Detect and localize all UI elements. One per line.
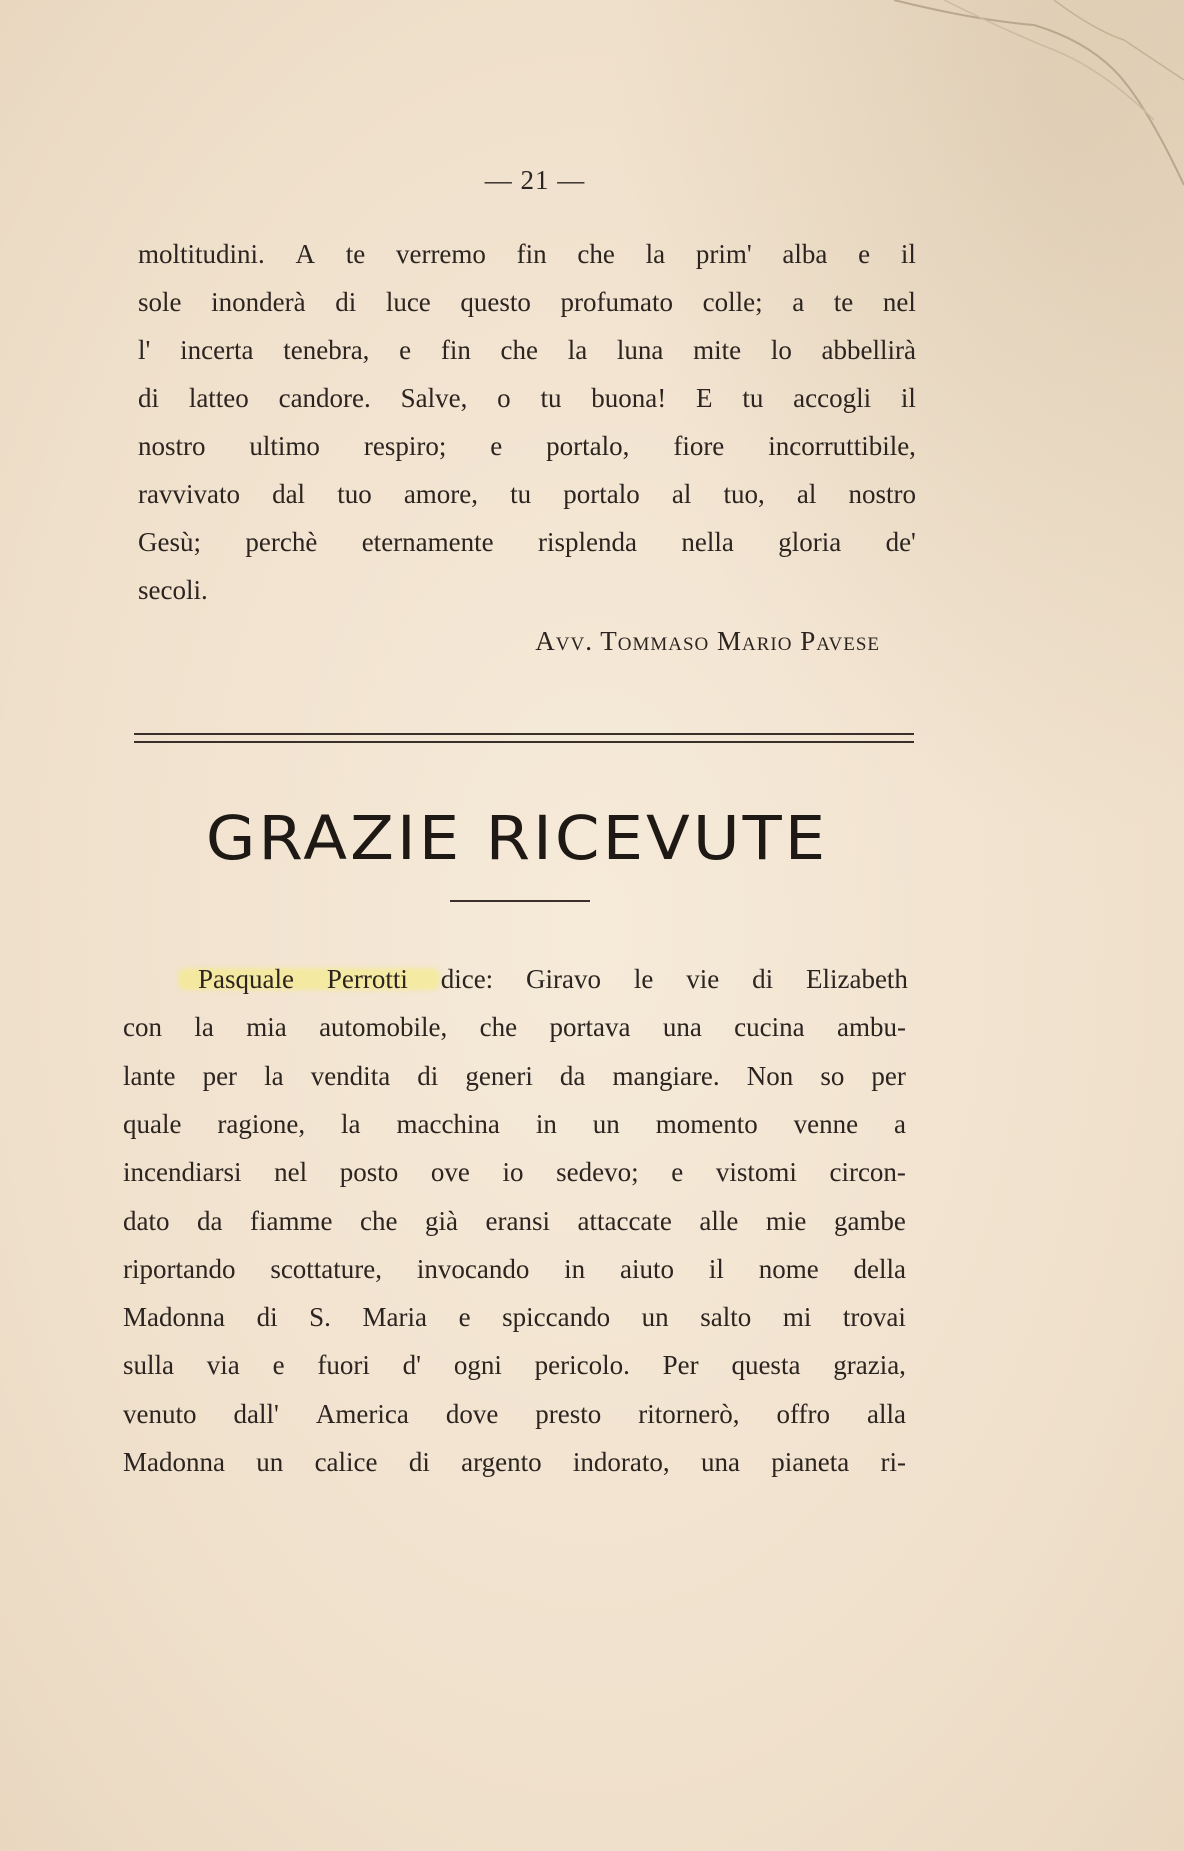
word: spiccando	[502, 1302, 611, 1333]
word: e	[272, 1350, 285, 1381]
word: il	[900, 383, 916, 413]
word: sole	[138, 287, 182, 317]
word: alle	[699, 1205, 739, 1236]
word: indorato,	[572, 1447, 670, 1477]
word: incendiarsi	[123, 1157, 242, 1188]
page-number: — 21 —	[484, 165, 586, 195]
word: Elizabeth	[805, 964, 908, 994]
text-line	[123, 1107, 906, 1141]
word: gloria	[778, 527, 842, 557]
word: Maria	[362, 1302, 427, 1333]
word: in	[564, 1253, 586, 1284]
word: che	[500, 335, 538, 365]
text-line	[123, 1010, 906, 1044]
word: nel	[882, 287, 916, 317]
word: di	[417, 1060, 439, 1091]
word: perchè	[245, 527, 318, 557]
word: respiro;	[363, 431, 447, 461]
word: la	[645, 239, 666, 269]
word: gambe	[833, 1205, 906, 1236]
word: invocando	[416, 1253, 530, 1284]
text-line	[123, 1204, 906, 1238]
word: pericolo.	[534, 1350, 630, 1381]
word: tuo	[337, 479, 372, 509]
word: nel	[274, 1157, 308, 1188]
word: aiuto	[620, 1253, 675, 1284]
word: alba	[782, 239, 828, 269]
word: e	[671, 1157, 684, 1188]
heading-underline	[450, 900, 590, 902]
text-line	[138, 381, 916, 415]
word: nostro	[138, 431, 206, 461]
word: con	[123, 1012, 162, 1043]
word: portalo,	[546, 431, 630, 461]
word: Giravo	[526, 964, 602, 994]
word: portalo	[563, 479, 640, 509]
word: nella	[681, 527, 734, 557]
word: la	[194, 1012, 214, 1043]
section-heading: GRAZIE RICEVUTE	[205, 803, 829, 875]
word: inonderà	[211, 287, 306, 317]
word: prim'	[695, 239, 752, 269]
word: latteo	[188, 383, 249, 413]
word: dove	[445, 1398, 499, 1429]
word: Pasquale	[198, 964, 294, 994]
torn-corner-decoration	[854, 0, 1184, 190]
word: A	[295, 239, 315, 269]
word: questa	[731, 1350, 801, 1381]
word: scottature,	[270, 1253, 383, 1284]
word: fiamme	[250, 1205, 333, 1236]
word: accogli	[793, 383, 872, 413]
word: mi	[782, 1302, 812, 1333]
word: d'	[402, 1350, 422, 1381]
text-line	[138, 237, 916, 271]
word: America	[315, 1398, 409, 1429]
text-line	[138, 333, 916, 367]
word: moltitudini.	[138, 239, 265, 269]
word: da	[559, 1060, 586, 1091]
text-line	[138, 525, 916, 559]
word: ravvivato	[138, 479, 240, 509]
word: tu	[510, 479, 532, 509]
word: e	[858, 239, 871, 269]
word: la	[567, 335, 588, 365]
word: e	[490, 431, 503, 461]
word: al	[796, 479, 817, 509]
word: circon-	[829, 1157, 906, 1188]
word: via	[206, 1350, 240, 1381]
word: per	[202, 1060, 238, 1091]
word: luce	[385, 287, 431, 317]
word: ultimo	[249, 431, 320, 461]
word: S.	[309, 1302, 331, 1333]
word: dal	[272, 479, 306, 509]
word: secoli.	[138, 575, 208, 605]
word: a	[894, 1108, 906, 1139]
text-line	[138, 477, 916, 511]
word: riportando	[123, 1253, 236, 1284]
word: calice	[314, 1447, 378, 1477]
word: di	[408, 1447, 430, 1477]
word: lo	[770, 335, 792, 365]
word: e	[458, 1302, 471, 1333]
word: sedevo;	[556, 1157, 639, 1188]
word: Salve,	[400, 383, 468, 413]
word: una	[662, 1012, 702, 1043]
word: tu	[742, 383, 764, 413]
word: colle;	[702, 287, 763, 317]
word: verremo	[395, 239, 486, 269]
section-divider	[134, 733, 914, 743]
word: quale	[123, 1108, 182, 1139]
text-line	[123, 1445, 906, 1479]
word: incorruttibile,	[768, 431, 916, 461]
word: macchina	[396, 1108, 500, 1139]
word: l'	[138, 335, 151, 365]
word: io	[502, 1157, 524, 1188]
word: portava	[549, 1012, 631, 1043]
word: nostro	[848, 479, 916, 509]
word: de'	[885, 527, 916, 557]
word: fin	[440, 335, 471, 365]
word: profumato	[560, 287, 673, 317]
author-signature: Avv. Tommaso Mario Pavese	[535, 626, 880, 656]
word: le	[633, 964, 654, 994]
word: pianeta	[771, 1447, 850, 1477]
word: che	[479, 1012, 518, 1043]
word: automobile,	[319, 1012, 448, 1043]
text-line	[123, 1059, 906, 1093]
text-line	[123, 1155, 906, 1189]
word: mia	[246, 1012, 287, 1043]
word: Madonna	[123, 1447, 225, 1477]
word: salto	[700, 1302, 752, 1333]
word: a	[792, 287, 805, 317]
word: offro	[776, 1398, 830, 1429]
word: abbellirà	[821, 335, 916, 365]
word: incerta	[180, 335, 254, 365]
word: in	[535, 1108, 557, 1139]
word: E	[696, 383, 713, 413]
word: vie	[686, 964, 720, 994]
word: che	[577, 239, 615, 269]
word: Perrotti	[326, 964, 408, 994]
word: eternamente	[361, 527, 494, 557]
word: o	[497, 383, 511, 413]
word: nome	[758, 1253, 819, 1284]
word: Non	[746, 1060, 794, 1091]
word: attaccate	[577, 1205, 672, 1236]
word: il	[900, 239, 916, 269]
word: fin	[516, 239, 547, 269]
word: ragione,	[217, 1108, 306, 1139]
word: mie	[765, 1205, 807, 1236]
word: ambu-	[836, 1012, 906, 1043]
word: per	[871, 1060, 906, 1091]
word: tenebra,	[283, 335, 370, 365]
word: candore.	[278, 383, 371, 413]
word: Per	[662, 1350, 699, 1381]
word: un	[641, 1302, 669, 1333]
word: venuto	[123, 1398, 197, 1429]
word: mangiare.	[612, 1060, 720, 1091]
word: buona!	[591, 383, 667, 413]
text-line	[138, 573, 916, 607]
word: Madonna	[123, 1302, 225, 1333]
word: ri-	[880, 1447, 906, 1477]
word: generi	[465, 1060, 533, 1091]
word: te	[345, 239, 366, 269]
word: presto	[535, 1398, 602, 1429]
word: di	[256, 1302, 278, 1333]
word: un	[256, 1447, 284, 1477]
word: cucina	[734, 1012, 805, 1043]
word: Gesù;	[138, 527, 201, 557]
word: tuo,	[723, 479, 765, 509]
text-line	[138, 285, 916, 319]
word: posto	[339, 1157, 399, 1188]
word: so	[820, 1060, 845, 1091]
word: la	[341, 1108, 361, 1139]
word: mite	[693, 335, 742, 365]
word: lante	[123, 1060, 176, 1091]
word: venne	[793, 1108, 859, 1139]
word: te	[833, 287, 854, 317]
word: luna	[616, 335, 664, 365]
word: trovai	[842, 1302, 906, 1333]
word: tu	[540, 383, 562, 413]
word: eransi	[485, 1205, 550, 1236]
word: alla	[867, 1398, 906, 1429]
word: una	[700, 1447, 740, 1477]
word: di	[752, 964, 774, 994]
word: grazia,	[833, 1350, 906, 1381]
word: argento	[461, 1447, 542, 1477]
word: di	[138, 383, 160, 413]
word: dice:	[440, 964, 494, 994]
word: vendita	[310, 1060, 391, 1091]
word: sulla	[123, 1350, 174, 1381]
text-line	[138, 429, 916, 463]
word: dato	[123, 1205, 170, 1236]
word: la	[264, 1060, 284, 1091]
word: fuori	[317, 1350, 370, 1381]
word: il	[708, 1253, 724, 1284]
word: un	[592, 1108, 620, 1139]
word: ritornerò,	[638, 1398, 740, 1429]
word: ove	[430, 1157, 470, 1188]
word: fiore	[673, 431, 725, 461]
word: già	[424, 1205, 458, 1236]
text-line	[123, 1397, 906, 1431]
word: ogni	[453, 1350, 502, 1381]
word: dall'	[233, 1398, 279, 1429]
word: da	[197, 1205, 223, 1236]
word: della	[853, 1253, 906, 1284]
text-line	[123, 1348, 906, 1382]
word: al	[671, 479, 692, 509]
word: vistomi	[715, 1157, 797, 1188]
text-line	[198, 962, 908, 996]
word: risplenda	[538, 527, 637, 557]
word: di	[335, 287, 357, 317]
text-line	[123, 1300, 906, 1334]
word: amore,	[403, 479, 479, 509]
word: che	[360, 1205, 398, 1236]
word: questo	[460, 287, 531, 317]
text-line	[123, 1252, 906, 1286]
word: momento	[655, 1108, 758, 1139]
word: e	[399, 335, 412, 365]
